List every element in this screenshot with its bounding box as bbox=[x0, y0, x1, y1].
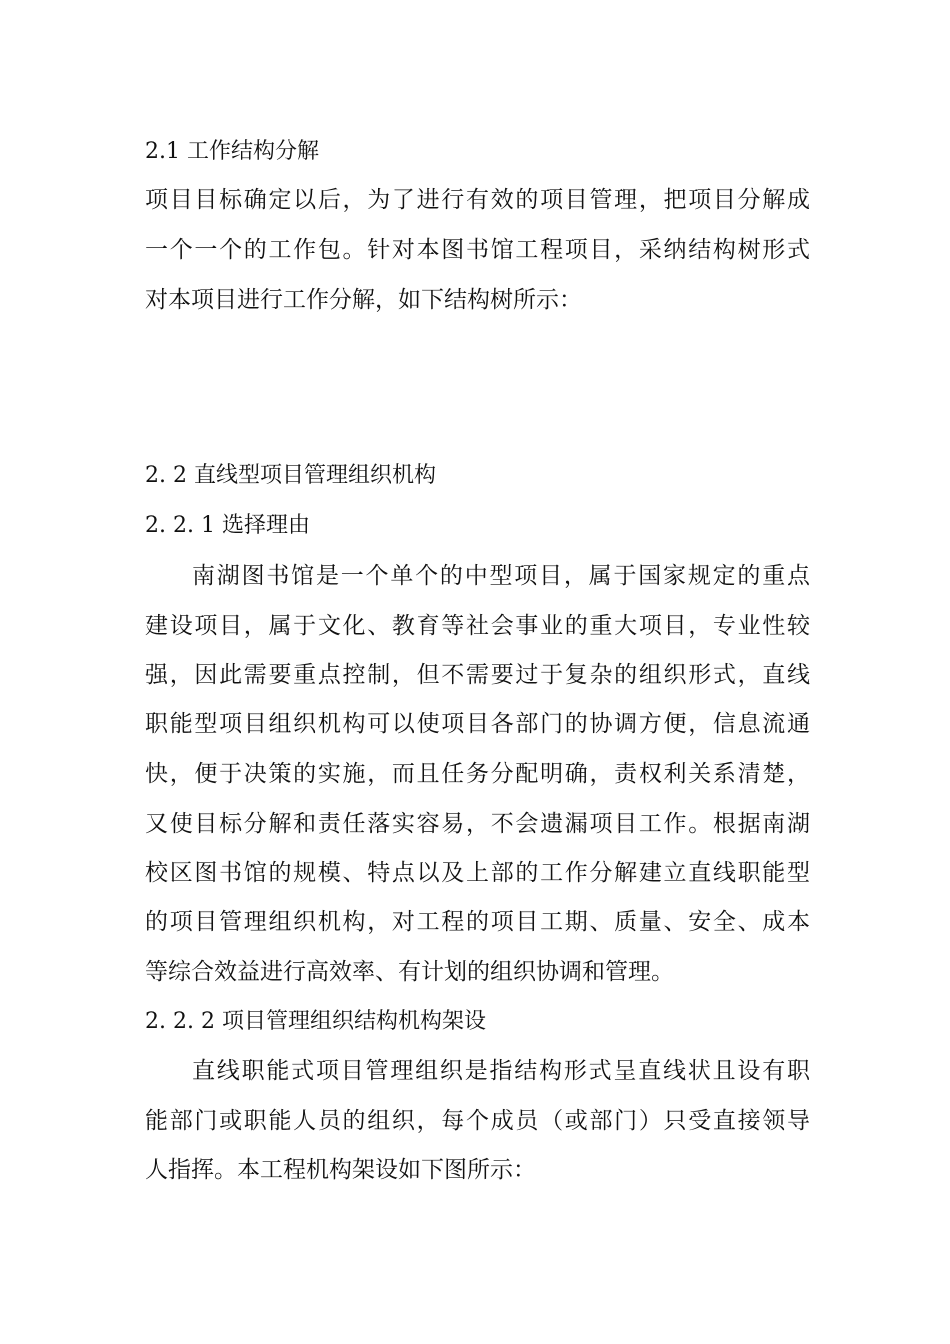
section-2-2-2-paragraph-line-1: 直线职能式项目管理组织是指结构形式呈直线状且设有职 bbox=[192, 1058, 810, 1084]
section-2-2-1-paragraph-line-8: 的项目管理组织机构，对工程的项目工期、质量、安全、成本 bbox=[145, 909, 810, 935]
section-2-2-1-paragraph-line-1: 南湖图书馆是一个单个的中型项目，属于国家规定的重点 bbox=[192, 563, 810, 589]
section-2-2-1-title: 2. 2. 1 选择理由 bbox=[145, 513, 310, 538]
section-2-2-1-paragraph-line-4: 职能型项目组织机构可以使项目各部门的协调方便，信息流通 bbox=[145, 711, 810, 737]
section-2-1-paragraph-line-2: 一个一个的工作包。针对本图书馆工程项目，采纳结构树形式 bbox=[145, 237, 810, 263]
section-2-2-title: 2. 2 直线型项目管理组织机构 bbox=[145, 463, 436, 488]
section-2-2-1-paragraph-line-2: 建设项目，属于文化、教育等社会事业的重大项目，专业性较 bbox=[145, 613, 810, 639]
section-2-2-2-title: 2. 2. 2 项目管理组织结构机构架设 bbox=[145, 1009, 486, 1034]
section-2-2-1-paragraph-line-5: 快，便于决策的实施，而且任务分配明确，责权利关系清楚， bbox=[145, 761, 810, 787]
section-2-2-1-paragraph-line-9: 等综合效益进行高效率、有计划的组织协调和管理。 bbox=[145, 959, 674, 985]
section-2-1-paragraph-line-1: 项目目标确定以后，为了进行有效的项目管理，把项目分解成 bbox=[145, 187, 810, 213]
section-2-1-title: 2.1 工作结构分解 bbox=[145, 139, 319, 164]
section-2-2-2-paragraph-line-3: 人指挥。本工程机构架设如下图所示： bbox=[145, 1157, 536, 1183]
section-2-2-1-paragraph-line-7: 校区图书馆的规模、特点以及上部的工作分解建立直线职能型 bbox=[145, 860, 810, 886]
section-2-2-1-paragraph-line-3: 强，因此需要重点控制，但不需要过于复杂的组织形式，直线 bbox=[145, 662, 810, 688]
section-2-2-2-paragraph-line-2: 能部门或职能人员的组织，每个成员（或部门）只受直接领导 bbox=[145, 1108, 810, 1134]
section-2-1-paragraph-line-3: 对本项目进行工作分解，如下结构树所示： bbox=[145, 287, 582, 313]
section-2-2-1-paragraph-line-6: 又使目标分解和责任落实容易，不会遗漏项目工作。根据南湖 bbox=[145, 811, 810, 837]
